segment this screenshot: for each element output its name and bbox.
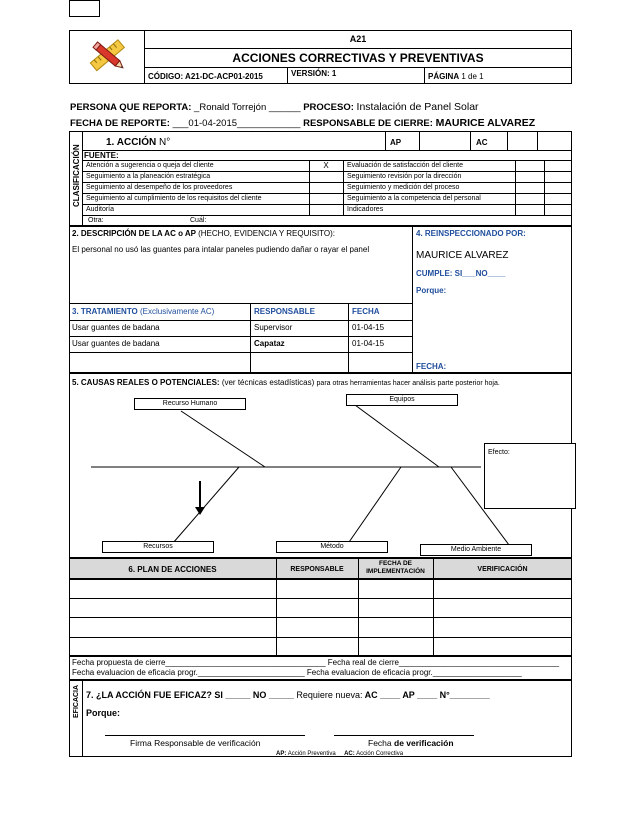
fecha-row-1: 01-04-15 <box>352 339 385 348</box>
fecha-eval-line: Fecha evaluacion de eficacia progr.________________________ Fecha evaluacion de eficacia progr.____________________ <box>72 668 522 677</box>
fecha-row-0: 01-04-15 <box>352 323 385 332</box>
fuente-item-4: Auditoría <box>86 206 115 213</box>
fuente-label: FUENTE: <box>84 151 119 160</box>
ac-label: AC <box>476 138 488 147</box>
section7-porque: Porque: <box>86 708 121 718</box>
fuente-item-2: Seguimiento al desempeño de los proveedores <box>86 184 233 191</box>
section6-col-fecha: FECHA DE IMPLEMENTACIÓN <box>366 560 425 575</box>
corner-box <box>69 0 100 17</box>
otra-label: Otra: <box>88 217 104 224</box>
responsable-row-1: Capataz <box>254 339 285 348</box>
fishbone-medio-ambiente: Medio Ambiente <box>420 544 532 556</box>
fuente-item-r1: Seguimiento revisión por la dirección <box>347 173 462 180</box>
fuente-item-r4: Indicadores <box>347 206 384 213</box>
fishbone-recursos: Recursos <box>102 541 214 553</box>
codigo-label: CÓDIGO: A21-DC-ACP01-2015 <box>148 72 263 81</box>
fuente-item-1: Seguimiento a la planeación estratégica <box>86 173 211 180</box>
eficacia-label: EFICACIA <box>73 684 80 718</box>
fuente-item-3: Seguimiento al cumplimiento de los requisitos del cliente <box>86 195 262 202</box>
clasificacion-label: CLASIFICACIÓN <box>72 144 81 207</box>
fecha-cierre-line: Fecha propuesta de cierre____________________________________ Fecha real de cierre____________________________________ <box>72 658 560 667</box>
section4-cumple: CUMPLE: SI___NO____ <box>416 269 506 278</box>
responsable-row-0: Supervisor <box>254 323 293 332</box>
fishbone-recurso-humano: Recurso Humano <box>134 398 246 410</box>
ap-label: AP <box>390 138 402 147</box>
fecha-line: FECHA DE REPORTE: ___01-04-2015____________ RESPONSABLE DE CIERRE: MAURICE ALVAREZ <box>70 117 536 129</box>
pencil-ruler-icon <box>86 34 130 78</box>
section3-col-fecha: FECHA <box>352 307 380 316</box>
tratamiento-row-1: Usar guantes de badana <box>72 339 160 348</box>
fuente-item-r2: Seguimiento y medición del proceso <box>347 184 460 191</box>
section6-col-verificacion: VERIFICACIÓN <box>477 566 528 573</box>
firma-label: Firma Responsable de verificación <box>130 738 261 748</box>
tratamiento-row-0: Usar guantes de badana <box>72 323 160 332</box>
section4-name: MAURICE ALVAREZ <box>416 250 509 261</box>
section5-title: 5. CAUSAS REALES O POTENCIALES: (ver técnicas estadísticas) para otras herramientas hacer análisis parte posterior hoja. <box>72 378 500 387</box>
section7-question: 7. ¿LA ACCIÓN FUE EFICAZ? SI _____ NO _____ Requiere nueva: AC ____ AP ____ N°________ <box>86 690 490 700</box>
section6-col-responsable: RESPONSABLE <box>290 566 344 573</box>
cual-label: Cuál: <box>190 217 207 224</box>
section4-title: 4. REINSPECCIONADO POR: <box>416 229 526 238</box>
page-title: ACCIONES CORRECTIVAS Y PREVENTIVAS <box>232 51 484 65</box>
section2-text: El personal no usó las guantes para intalar paneles pudiendo dañar o rayar el panel <box>72 245 370 254</box>
section2-title: 2. DESCRIPCIÓN DE LA AC o AP (HECHO, EVIDENCIA Y REQUISITO): <box>72 229 336 238</box>
fuente-item-0: Atención a sugerencia o queja del cliente <box>86 162 214 169</box>
fishbone-efecto-label: Efecto: <box>488 449 510 456</box>
fecha-verificacion-label: Fecha de verificación <box>368 738 454 748</box>
fuente-item-r0: Evaluación de satisfacción del cliente <box>347 162 463 169</box>
fuente-mark-0[interactable]: X <box>323 161 329 170</box>
section4-porque: Porque: <box>416 286 447 295</box>
doc-code: A21 <box>349 34 367 44</box>
fishbone-equipos: Equipos <box>346 394 458 406</box>
version-label: VERSIÓN: 1 <box>291 69 337 78</box>
section4-fecha: FECHA: <box>416 362 447 371</box>
section3-title: 3. TRATAMIENTO (Exclusivamente AC) <box>72 307 215 316</box>
section3-col-responsable: RESPONSABLE <box>254 307 315 316</box>
persona-line: PERSONA QUE REPORTA: _Ronald Torrejón ______ PROCESO: Instalación de Panel Solar <box>70 101 479 113</box>
accion-label: 1. ACCIÓN N° <box>106 137 171 148</box>
fishbone-metodo: Método <box>276 541 388 553</box>
pagina-label: PÁGINA 1 de 1 <box>428 72 484 81</box>
legend: AP: Acción Preventiva AC: Acción Correctiva <box>276 751 404 757</box>
section6-title: 6. PLAN DE ACCIONES <box>128 565 217 574</box>
fuente-item-r3: Seguimiento a la competencia del personal <box>347 195 481 202</box>
